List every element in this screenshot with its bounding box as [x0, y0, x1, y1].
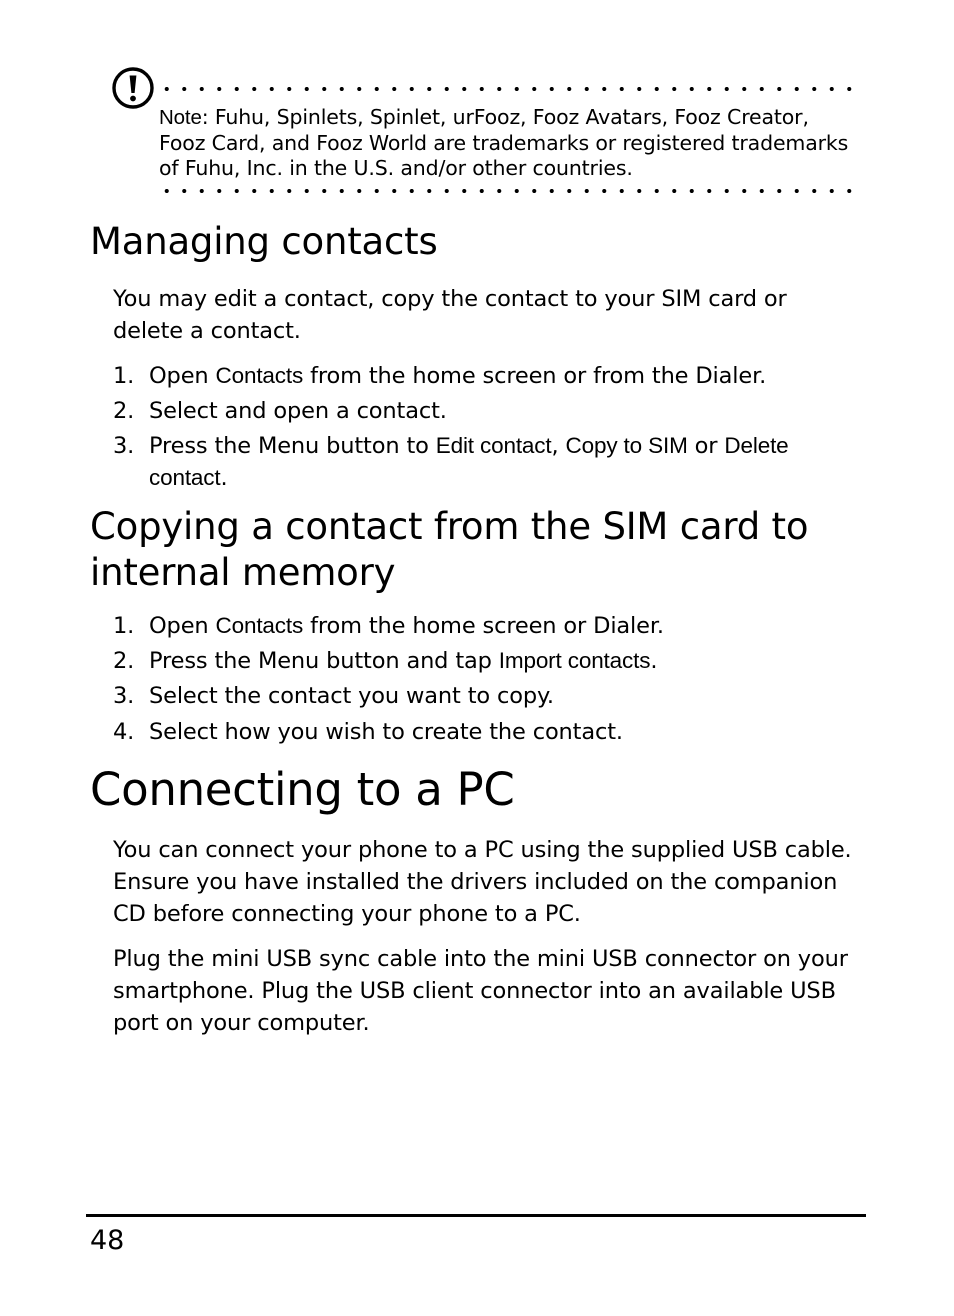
list-item: 1. Open Contacts from the home screen or from the Dialer.	[113, 363, 767, 389]
connecting-paragraph-1: You can connect your phone to a PC using the supplied USB cable. Ensure you have installed the drivers included on the companion CD before connecting your phone to a PC.	[113, 837, 852, 927]
list-item: 4. Select how you wish to create the contact.	[113, 718, 623, 745]
note-top-divider	[158, 87, 856, 91]
list-item: 3. Select the contact you want to copy.	[113, 683, 554, 710]
list-item: 2. Select and open a contact.	[113, 398, 447, 425]
section-heading-managing-contacts: Managing contacts	[90, 220, 438, 263]
ui-term: Import contacts	[498, 648, 651, 674]
list-item: 1. Open Contacts from the home screen or Dialer.	[113, 613, 664, 639]
exclamation-circle-icon	[112, 66, 158, 112]
footer-divider	[86, 1214, 866, 1217]
ui-term: Contacts	[215, 613, 304, 638]
connecting-paragraph-2: Plug the mini USB sync cable into the mini USB connector on your smartphone. Plug the USB client connector into an available USB port on your computer.	[113, 946, 848, 1036]
list-item: 3. Press the Menu button to Edit contact, Copy to SIM or Delete contact.	[113, 433, 789, 492]
list-item: 2. Press the Menu button and tap Import contacts.	[113, 648, 658, 675]
note-text: Note: Fuhu, Spinlets, Spinlet, urFooz, Fooz Avatars, Fooz Creator, Fooz Card, and Fooz World are trademarks or registered trademarks of Fuhu, Inc. in the U.S. and/or other countries.	[159, 105, 849, 180]
copying-steps-list	[113, 610, 853, 751]
note-bottom-divider	[158, 189, 856, 193]
ui-term: Edit contact	[435, 433, 552, 459]
managing-intro: You may edit a contact, copy the contact to your SIM card or delete a contact.	[113, 286, 787, 344]
chapter-heading-connecting-pc: Connecting to a PC	[90, 763, 515, 816]
section-heading-copying-contact: Copying a contact from the SIM card to internal memory	[90, 505, 809, 594]
ui-term: Delete contact	[149, 433, 789, 491]
note-label: Note	[159, 106, 202, 129]
page-number: 48	[90, 1225, 125, 1256]
managing-steps-list	[113, 360, 853, 498]
ui-term: Contacts	[215, 363, 304, 388]
ui-term: Copy to SIM	[565, 433, 688, 459]
